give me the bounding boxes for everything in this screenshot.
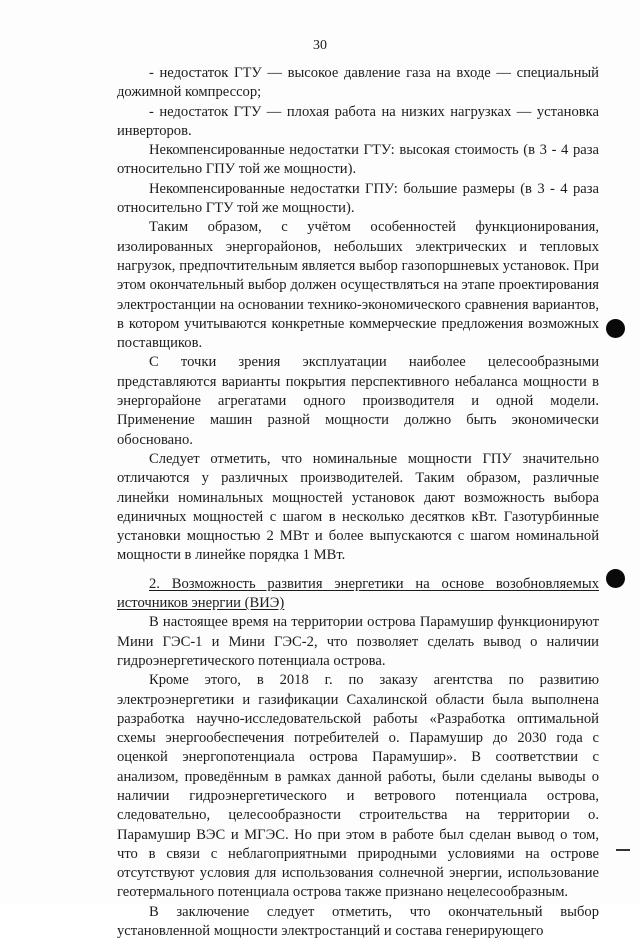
scan-edge-mark [616,849,630,851]
hole-punch-mark [606,569,625,588]
paragraph-nominal-power: Следует отметить, что номинальные мощности ГПУ значительно отличаются у различных производителей. Таким образом, различные линейки номинальных мощностей установок дают возможность выбора единичных мощностей с шагом в несколько десятков кВт. Газотурбинные установки мощностью 2 МВт и более выпускаются с шагом номинальной мощности в линейке порядка 1 МВт. [117,450,599,564]
section-heading-renewables: 2. Возможность развития энергетики на основе возобновляемых источников энергии (ВИЭ) [117,575,599,612]
paragraph-operation-view: С точки зрения эксплуатации наиболее целесообразными представляются варианты покрытия перспективного небаланса мощности в энергорайоне агрегатами одного производителя и одной модели. Применение машин разной мощности должно быть экономически обосновано. [117,354,599,448]
paragraph-gtu-inverters: - недостаток ГТУ — плохая работа на низких нагрузках — установка инверторов. [117,103,599,139]
paragraph-conclusion: В заключение следует отметить, что окончательный выбор установленной мощности электростанций и состава генерирующего [117,903,599,940]
page-number: 30 [313,38,327,53]
document-body [117,64,599,941]
paragraph-research-2018: Кроме этого, в 2018 г. по заказу агентства по развитию электроэнергетики и газификации Сахалинской области была выполнена разработка научно-исследовательской работы «Разработка оптимальной схемы энергообеспечения потребителей о. Парамушир до 2030 года с оценкой энергопотенциала острова Парамушир». В соответствии с анализом, проведённым в рамках данной работы, были сделаны выводы о наличии гидроэнергетического и ветрового потенциала острова, следовательно, целесообразности строительства на территории о. Парамушир ВЭС и МГЭС. Но при этом в работе был сделан вывод о том, что в связи с неблагоприятными природными условиями на острове отсутствуют условия для использования солнечной энергии, использование геотермального потенциала острова также признано нецелесообразным. [117,672,599,901]
paragraph-gtu-compressor: - недостаток ГТУ — высокое давление газа на входе — специальный дожимной компрессор; [117,65,599,101]
paragraph-gtu-cost: Некомпенсированные недостатки ГТУ: высокая стоимость (в 3 - 4 раза относительно ГПУ той же мощности). [117,142,599,178]
paragraph-gas-piston-choice: Таким образом, с учётом особенностей функционирования, изолированных энергорайонов, небольших электрических и тепловых нагрузок, предпочтительным является выбор газопоршневых установок. При этом окончательный выбор должен осуществляться на этапе проектирования электростанции на основании технико-экономического сравнения вариантов, в котором учитываются конкретные коммерческие предложения возможных поставщиков. [117,219,599,352]
hole-punch-mark [606,319,625,338]
paragraph-mini-hydro: В настоящее время на территории острова Парамушир функционируют Мини ГЭС-1 и Мини ГЭС-2, что позволяет сделать вывод о наличии гидроэнергетического потенциала острова. [117,614,599,669]
paragraph-gpu-size: Некомпенсированные недостатки ГПУ: большие размеры (в 3 - 4 раза относительно ГТУ той же мощности). [117,180,599,217]
